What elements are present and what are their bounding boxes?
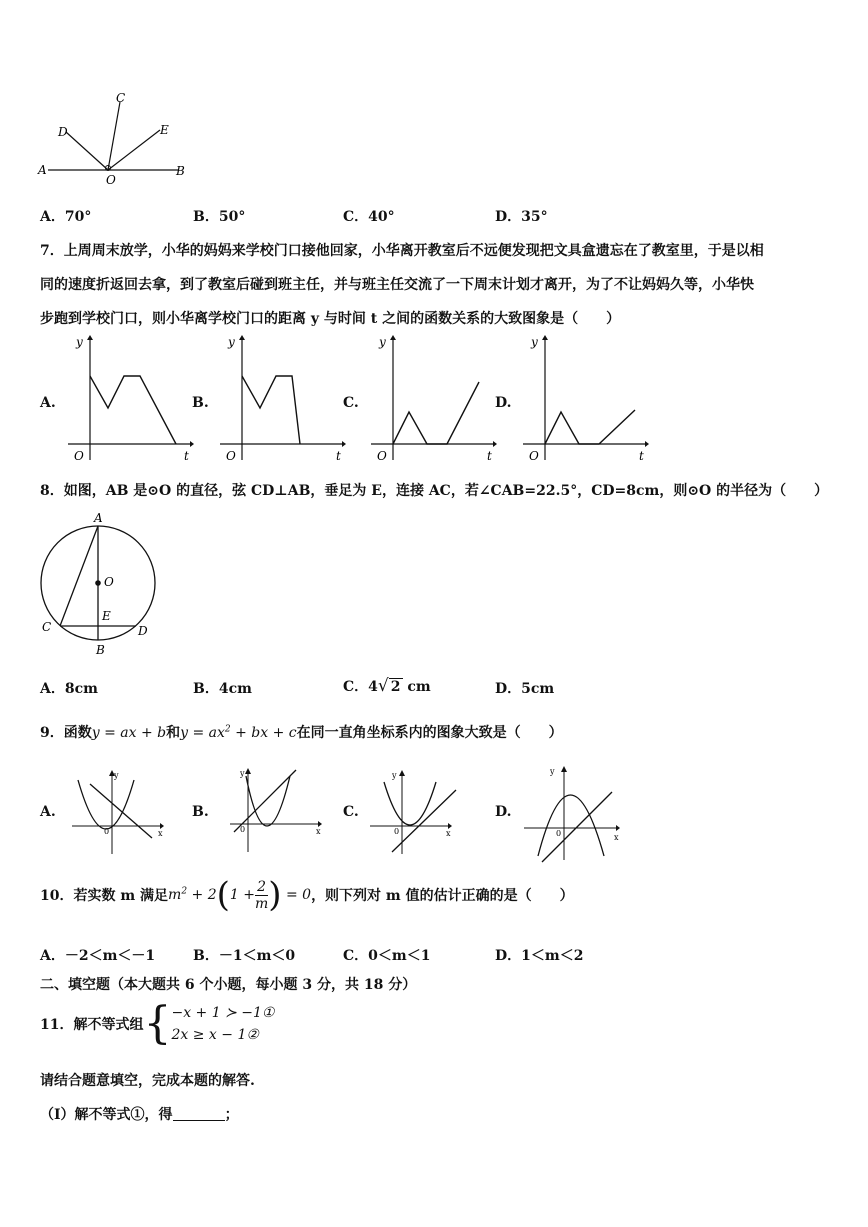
q9d-y: y xyxy=(550,767,555,776)
q8-option-d[interactable]: D．5cm xyxy=(495,681,555,697)
q9-graph-d[interactable] xyxy=(520,764,624,864)
q6-label-o: O xyxy=(106,173,116,187)
q7d-y-label: y xyxy=(531,335,538,349)
q9-graph-c[interactable] xyxy=(366,768,466,858)
q10-option-b[interactable]: B．－1＜m＜0 xyxy=(193,948,296,964)
q9d-origin: 0 xyxy=(556,829,562,838)
q7-graph-b[interactable] xyxy=(216,334,346,464)
q8-label-e: E xyxy=(102,609,111,623)
q7-text-line-3: 步跑到学校门口，则小华离学校门口的距离 y 与时间 t 之间的函数关系的大致图象是（ ） xyxy=(40,311,621,327)
q8-option-a[interactable]: A．8cm xyxy=(40,681,98,697)
section-2-heading: 二、填空题（本大题共 6 个小题，每小题 3 分，共 18 分） xyxy=(40,977,417,993)
q9-graph-b[interactable] xyxy=(226,766,326,856)
q9b-origin: 0 xyxy=(240,825,246,834)
q9a-y: y xyxy=(114,771,119,780)
q9b-x: x xyxy=(316,827,321,836)
q11-part1-blank[interactable] xyxy=(173,1106,225,1121)
q11-inequality-1: −x + 1 ≻ −1① xyxy=(171,1005,275,1021)
q9d-x: x xyxy=(614,833,619,842)
q10-text: 10．若实数 m 满足$m^2 + 2(1$ + $\frac{2}{m}$ ) = 0，则下列对 m 值的估计正确的是（ ） xyxy=(40,875,574,915)
q7-option-c-label[interactable]: C. xyxy=(343,395,359,411)
q6-label-b: B xyxy=(176,164,185,178)
q8-label-a: A xyxy=(94,511,103,525)
q7-option-a-label[interactable]: A. xyxy=(40,395,56,411)
q9a-origin: 0 xyxy=(104,827,110,836)
q9c-x: x xyxy=(446,829,451,838)
q9-option-c-label[interactable]: C. xyxy=(343,804,359,820)
q10-option-d[interactable]: D．1＜m＜2 xyxy=(495,948,584,964)
q7-option-d-label[interactable]: D. xyxy=(495,395,512,411)
q11-instruction: 请结合题意填空，完成本题的解答. xyxy=(40,1073,255,1089)
q10-option-a[interactable]: A．－2＜m＜－1 xyxy=(40,948,156,964)
q8-option-b[interactable]: B．4cm xyxy=(193,681,252,697)
q9c-y: y xyxy=(392,771,397,780)
q7-text-line-2: 同的速度折返回去拿，到了教室后碰到班主任，并与班主任交流了一下周末计划才离开，为了不让妈妈久等，小华快 xyxy=(40,277,754,293)
q8-circle-figure xyxy=(36,508,158,658)
q8-label-b: B xyxy=(96,643,105,657)
q10-option-c[interactable]: C．0＜m＜1 xyxy=(343,948,431,964)
q6-label-c: C xyxy=(116,91,126,105)
q11-part1: （Ⅰ）解不等式①，得 ； xyxy=(40,1107,239,1123)
q7a-origin: O xyxy=(74,449,84,463)
q6-label-a: A xyxy=(38,163,47,177)
q7-text-line-1: 7．上周周末放学，小华的妈妈来学校门口接他回家，小华离开教室后不远便发现把文具盒遗忘在了教室里，于是以相 xyxy=(40,243,764,259)
q7c-origin: O xyxy=(377,449,387,463)
q7-graph-a[interactable] xyxy=(64,334,194,464)
q7d-origin: O xyxy=(529,449,539,463)
q9-option-a-label[interactable]: A. xyxy=(40,804,56,820)
q8-text: 8．如图，AB 是⊙O 的直径，弦 CD⊥AB，垂足为 E，连接 AC，若∠CAB=22.5°，CD=8cm，则⊙O 的半径为（ ） xyxy=(40,483,829,499)
q7b-y-label: y xyxy=(228,335,235,349)
q7c-t-label: t xyxy=(487,449,492,463)
q8-label-c: C xyxy=(42,620,52,634)
q6-angle-figure xyxy=(36,88,196,188)
q6-label-e: E xyxy=(160,123,169,137)
q7b-origin: O xyxy=(226,449,236,463)
q9-option-b-label[interactable]: B. xyxy=(192,804,209,820)
q7-option-b-label[interactable]: B. xyxy=(192,395,209,411)
q8-label-o: O xyxy=(104,575,114,589)
q6-option-d[interactable]: D．35° xyxy=(495,209,548,225)
q6-label-d: D xyxy=(58,125,68,139)
q9a-x: x xyxy=(158,829,163,838)
q9c-origin: 0 xyxy=(394,827,400,836)
q7b-t-label: t xyxy=(336,449,341,463)
q7-graph-c[interactable] xyxy=(367,334,497,464)
q8-option-c[interactable]: C．4√ 2 cm xyxy=(343,676,431,696)
q7a-t-label: t xyxy=(184,449,189,463)
q7a-y-label: y xyxy=(76,335,83,349)
q6-option-b[interactable]: B．50° xyxy=(193,209,246,225)
q11-text: 11．解不等式组{ −x + 1 ≻ −1① 2x ≥ x − 1② xyxy=(40,998,275,1049)
q7d-t-label: t xyxy=(639,449,644,463)
q7c-y-label: y xyxy=(379,335,386,349)
q9-graph-a[interactable] xyxy=(68,768,168,858)
q6-option-c[interactable]: C．40° xyxy=(343,209,395,225)
q9-option-d-label[interactable]: D. xyxy=(495,804,512,820)
q6-option-a[interactable]: A．70° xyxy=(40,209,92,225)
q11-inequality-2: 2x ≥ x − 1② xyxy=(171,1027,259,1043)
q9-text: 9．函数y = ax + b和$y = ax^2$ + bx + c在同一直角坐标系内的图象大致是（ ） xyxy=(40,724,563,741)
q7-graph-d[interactable] xyxy=(519,334,649,464)
q8-label-d: D xyxy=(138,624,148,638)
q9b-y: y xyxy=(240,769,245,778)
